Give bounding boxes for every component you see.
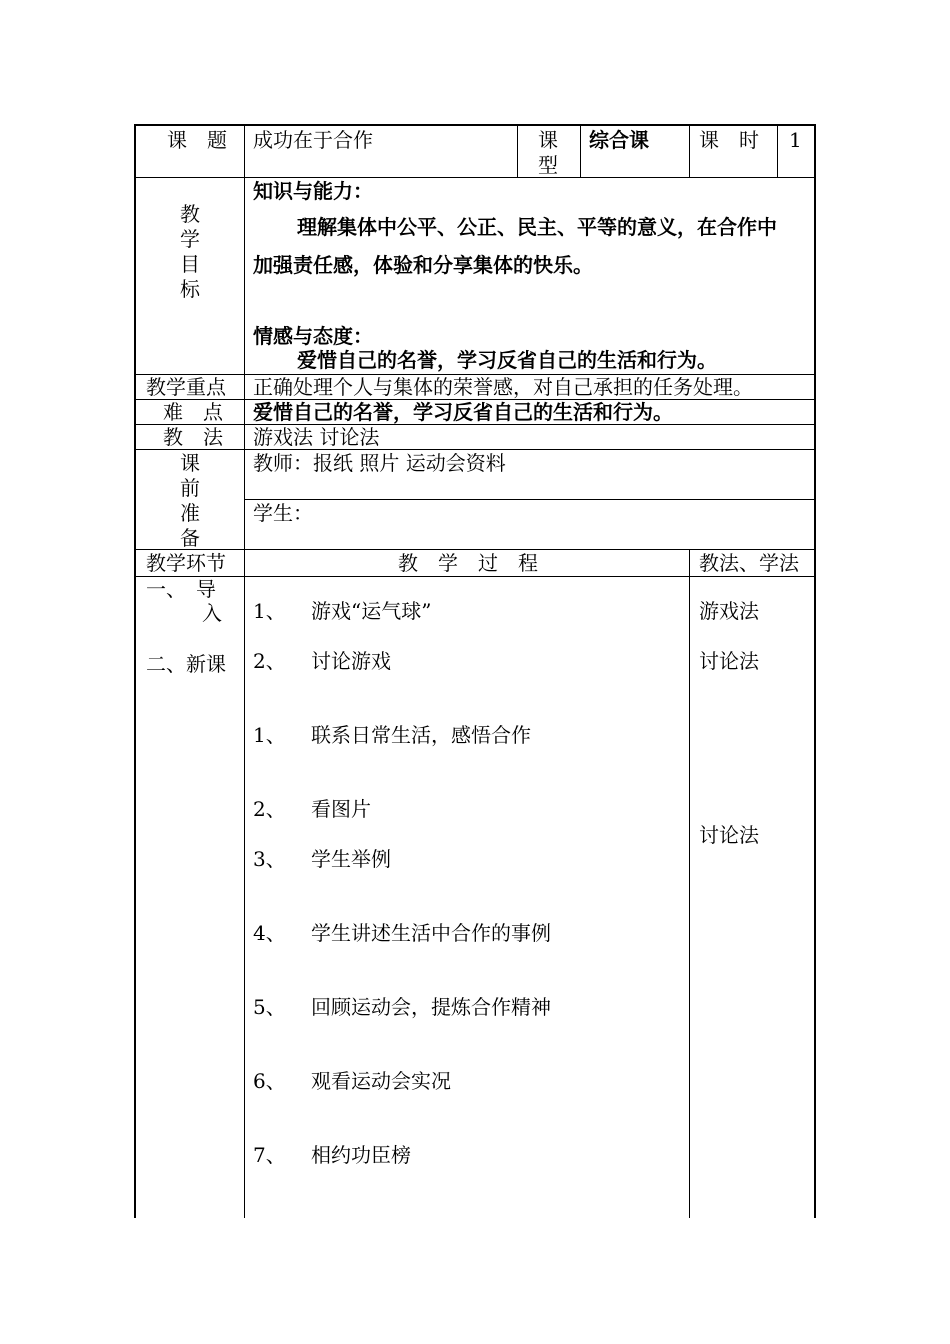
column-divider (244, 126, 245, 1218)
method-value: 游戏法 讨论法 (253, 425, 380, 449)
column-divider (517, 126, 518, 177)
attitude-text: 爱惜自己的名誉，学习反省自己的生活和行为。 (297, 348, 717, 372)
method-header: 教法、学法 (699, 551, 799, 575)
step-number: 2、 (253, 797, 286, 821)
period-value: 1 (789, 128, 802, 152)
type-label-2: 型 (538, 153, 558, 177)
step-text: 相约功臣榜 (311, 1143, 411, 1167)
step-text: 学生讲述生活中合作的事例 (311, 921, 551, 945)
difficulty-value: 爱惜自己的名誉，学习反省自己的生活和行为。 (253, 400, 673, 424)
key-point-label: 教学重点 (146, 375, 226, 399)
row-divider (135, 549, 815, 550)
step-text: 学生举例 (311, 847, 391, 871)
step-number: 5、 (253, 995, 286, 1019)
process-header: 教 学 过 程 (398, 551, 538, 575)
step-number: 4、 (253, 921, 286, 945)
attitude-heading: 情感与态度： (253, 324, 373, 348)
teacher-prep: 教师：报纸 照片 运动会资料 (253, 451, 506, 475)
period-label: 课 时 (699, 128, 759, 152)
step-text: 游戏“运气球” (311, 599, 432, 623)
method-entry: 讨论法 (699, 823, 759, 847)
column-divider (689, 549, 690, 1218)
objectives-label-char: 教 (180, 202, 200, 226)
column-divider (777, 126, 778, 177)
row-divider (135, 449, 815, 450)
step-text: 回顾运动会，提炼合作精神 (311, 995, 551, 1019)
row-divider (135, 576, 815, 577)
stage-intro: 一、 导 (146, 577, 216, 601)
step-number: 7、 (253, 1143, 286, 1167)
preparation-label-char: 备 (180, 526, 200, 550)
step-text: 观看运动会实况 (311, 1069, 451, 1093)
key-point-value: 正确处理个人与集体的荣誉感，对自己承担的任务处理。 (253, 375, 753, 399)
objectives-label-char: 标 (180, 277, 200, 301)
stage-new-lesson: 二、新课 (146, 652, 226, 676)
difficulty-label: 难 点 (163, 400, 223, 424)
step-text: 联系日常生活，感悟合作 (311, 723, 531, 747)
type-value: 综合课 (589, 128, 649, 152)
topic-value: 成功在于合作 (253, 128, 373, 152)
step-number: 2、 (253, 649, 286, 673)
method-entry: 讨论法 (699, 649, 759, 673)
objectives-label (178, 202, 202, 302)
step-number: 1、 (253, 599, 286, 623)
objectives-label-char: 目 (180, 252, 200, 276)
stage-intro-cont: 入 (202, 601, 222, 625)
student-prep: 学生： (253, 501, 313, 525)
preparation-label-char: 课 (180, 451, 200, 475)
topic-label: 课 题 (167, 128, 227, 152)
step-text: 看图片 (311, 797, 371, 821)
column-divider (580, 126, 581, 177)
column-divider (689, 126, 690, 177)
step-number: 3、 (253, 847, 286, 871)
knowledge-heading: 知识与能力： (253, 179, 373, 203)
stage-header: 教学环节 (146, 551, 226, 575)
step-number: 1、 (253, 723, 286, 747)
preparation-label (178, 451, 202, 551)
row-divider (244, 499, 815, 500)
preparation-label-char: 准 (180, 501, 200, 525)
preparation-label-char: 前 (180, 476, 200, 500)
method-entry: 游戏法 (699, 599, 759, 623)
knowledge-text-line1: 理解集体中公平、公正、民主、平等的意义，在合作中 (297, 215, 777, 239)
row-divider (135, 177, 815, 178)
method-label: 教 法 (163, 425, 223, 449)
type-label-1: 课 (538, 128, 558, 152)
objectives-label-char: 学 (180, 227, 200, 251)
knowledge-text-line2: 加强责任感，体验和分享集体的快乐。 (253, 253, 593, 277)
step-number: 6、 (253, 1069, 286, 1093)
row-divider (135, 424, 815, 425)
step-text: 讨论游戏 (311, 649, 391, 673)
